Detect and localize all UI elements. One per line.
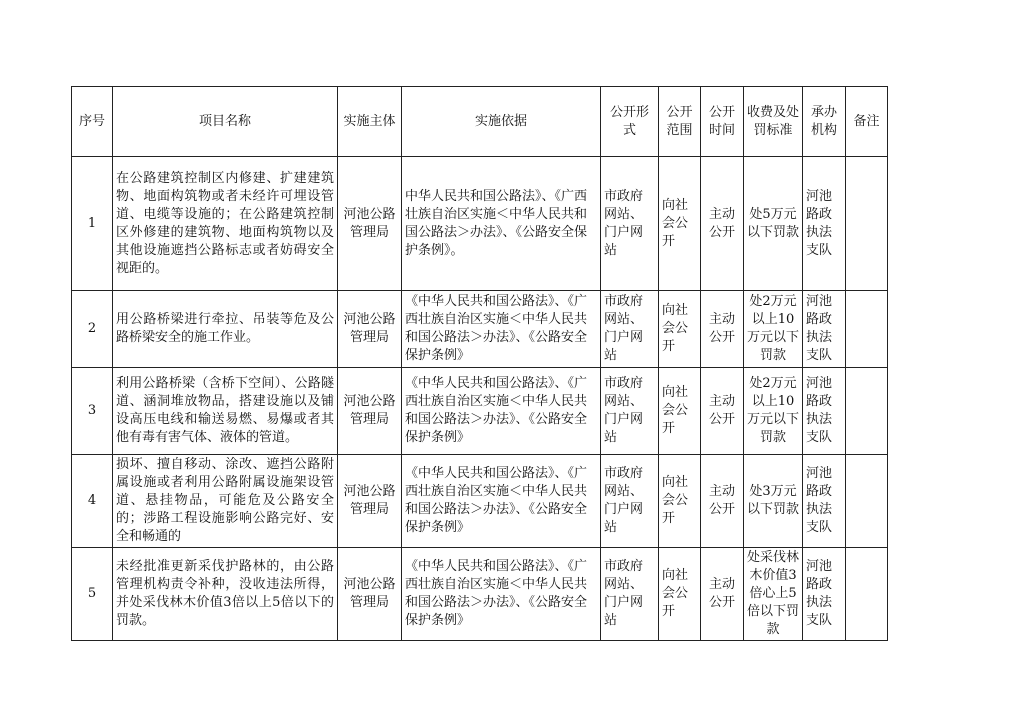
row-agency: 河池路政执法支队 bbox=[803, 548, 846, 641]
row-index: 1 bbox=[72, 157, 113, 291]
row-disclosure-form: 市政府网站、门户网站 bbox=[601, 455, 659, 548]
row-implementer: 河池公路管理局 bbox=[338, 548, 402, 641]
row-item-name: 损坏、擅自移动、涂改、遮挡公路附属设施或者利用公路附属设施架设管道、悬挂物品，可能危及公路安全的；涉路工程设施影响公路完好、安全和畅通的 bbox=[113, 455, 338, 548]
header-disclosure-scope: 公开范围 bbox=[659, 87, 701, 157]
row-standard: 处3万元以下罚款 bbox=[744, 455, 803, 548]
header-legal-basis: 实施依据 bbox=[402, 87, 601, 157]
row-remarks bbox=[846, 157, 888, 291]
row-disclosure-time: 主动公开 bbox=[701, 368, 744, 455]
row-standard: 处5万元以下罚款 bbox=[744, 157, 803, 291]
header-row bbox=[72, 87, 888, 157]
row-item-name: 用公路桥梁进行牵拉、吊装等危及公路桥梁安全的施工作业。 bbox=[113, 291, 338, 368]
row-remarks bbox=[846, 548, 888, 641]
row-remarks bbox=[846, 368, 888, 455]
row-standard: 处2万元以上10万元以下罚款 bbox=[744, 368, 803, 455]
row-disclosure-scope: 向社会公开 bbox=[659, 368, 701, 455]
row-implementer: 河池公路管理局 bbox=[338, 455, 402, 548]
header-disclosure-form: 公开形式 bbox=[601, 87, 659, 157]
row-disclosure-time: 主动公开 bbox=[701, 291, 744, 368]
row-agency: 河池路政执法支队 bbox=[803, 455, 846, 548]
row-agency: 河池路政执法支队 bbox=[803, 291, 846, 368]
row-disclosure-scope: 向社会公开 bbox=[659, 291, 701, 368]
row-standard: 处采伐林木价值3倍心上5倍以下罚款 bbox=[744, 548, 803, 641]
row-disclosure-scope: 向社会公开 bbox=[659, 157, 701, 291]
header-item-name: 项目名称 bbox=[113, 87, 338, 157]
row-disclosure-scope: 向社会公开 bbox=[659, 548, 701, 641]
header-fee-penalty-standard: 收费及处罚标准 bbox=[744, 87, 803, 157]
header-handling-agency: 承办机构 bbox=[803, 87, 846, 157]
row-legal-basis: 《中华人民共和国公路法》、《广西壮族自治区实施＜中华人民共和国公路法＞办法》、《公路安全保护条例》 bbox=[402, 368, 601, 455]
table-row bbox=[72, 368, 888, 455]
row-standard: 处2万元以上10万元以下罚款 bbox=[744, 291, 803, 368]
row-legal-basis: 中华人民共和国公路法》、《广西壮族自治区实施＜中华人民共和国公路法＞办法》、《公路安全保护条例》。 bbox=[402, 157, 601, 291]
row-index: 4 bbox=[72, 455, 113, 548]
row-disclosure-form: 市政府网站、门户网站 bbox=[601, 368, 659, 455]
row-disclosure-time: 主动公开 bbox=[701, 157, 744, 291]
row-implementer: 河池公路管理局 bbox=[338, 291, 402, 368]
row-implementer: 河池公路管理局 bbox=[338, 368, 402, 455]
table-row bbox=[72, 157, 888, 291]
row-remarks bbox=[846, 455, 888, 548]
table-row bbox=[72, 291, 888, 368]
row-item-name: 利用公路桥梁（含桥下空间）、公路隧道、涵洞堆放物品，搭建设施以及铺设高压电线和输送易燃、易爆或者其他有毒有害气体、液体的管道。 bbox=[113, 368, 338, 455]
row-disclosure-form: 市政府网站、门户网站 bbox=[601, 548, 659, 641]
table-row bbox=[72, 548, 888, 641]
row-agency: 河池路政执法支队 bbox=[803, 157, 846, 291]
row-disclosure-form: 市政府网站、门户网站 bbox=[601, 291, 659, 368]
row-disclosure-time: 主动公开 bbox=[701, 455, 744, 548]
row-disclosure-form: 市政府网站、门户网站 bbox=[601, 157, 659, 291]
row-legal-basis: 《中华人民共和国公路法》、《广西壮族自治区实施＜中华人民共和国公路法＞办法》、《公路安全保护条例》 bbox=[402, 455, 601, 548]
header-implementer: 实施主体 bbox=[338, 87, 402, 157]
disclosure-table bbox=[71, 86, 888, 641]
row-legal-basis: 《中华人民共和国公路法》、《广西壮族自治区实施＜中华人民共和国公路法＞办法》、《公路安全保护条例》 bbox=[402, 548, 601, 641]
row-item-name: 未经批准更新采伐护路林的，由公路管理机构责令补种，没收违法所得，并处采伐林木价值3倍以上5倍以下的罚款。 bbox=[113, 548, 338, 641]
header-remarks: 备注 bbox=[846, 87, 888, 157]
row-legal-basis: 《中华人民共和国公路法》、《广西壮族自治区实施＜中华人民共和国公路法＞办法》、《公路安全保护条例》 bbox=[402, 291, 601, 368]
row-disclosure-scope: 向社会公开 bbox=[659, 455, 701, 548]
header-index: 序号 bbox=[72, 87, 113, 157]
row-index: 5 bbox=[72, 548, 113, 641]
row-index: 2 bbox=[72, 291, 113, 368]
row-item-name: 在公路建筑控制区内修建、扩建建筑物、地面构筑物或者未经许可埋设管道、电缆等设施的；在公路建筑控制区外修建的建筑物、地面构筑物以及其他设施遮挡公路标志或者妨碍安全视距的。 bbox=[113, 157, 338, 291]
row-remarks bbox=[846, 291, 888, 368]
row-implementer: 河池公路管理局 bbox=[338, 157, 402, 291]
header-disclosure-time: 公开时间 bbox=[701, 87, 744, 157]
row-disclosure-time: 主动公开 bbox=[701, 548, 744, 641]
table-row bbox=[72, 455, 888, 548]
row-agency: 河池路政执法支队 bbox=[803, 368, 846, 455]
row-index: 3 bbox=[72, 368, 113, 455]
